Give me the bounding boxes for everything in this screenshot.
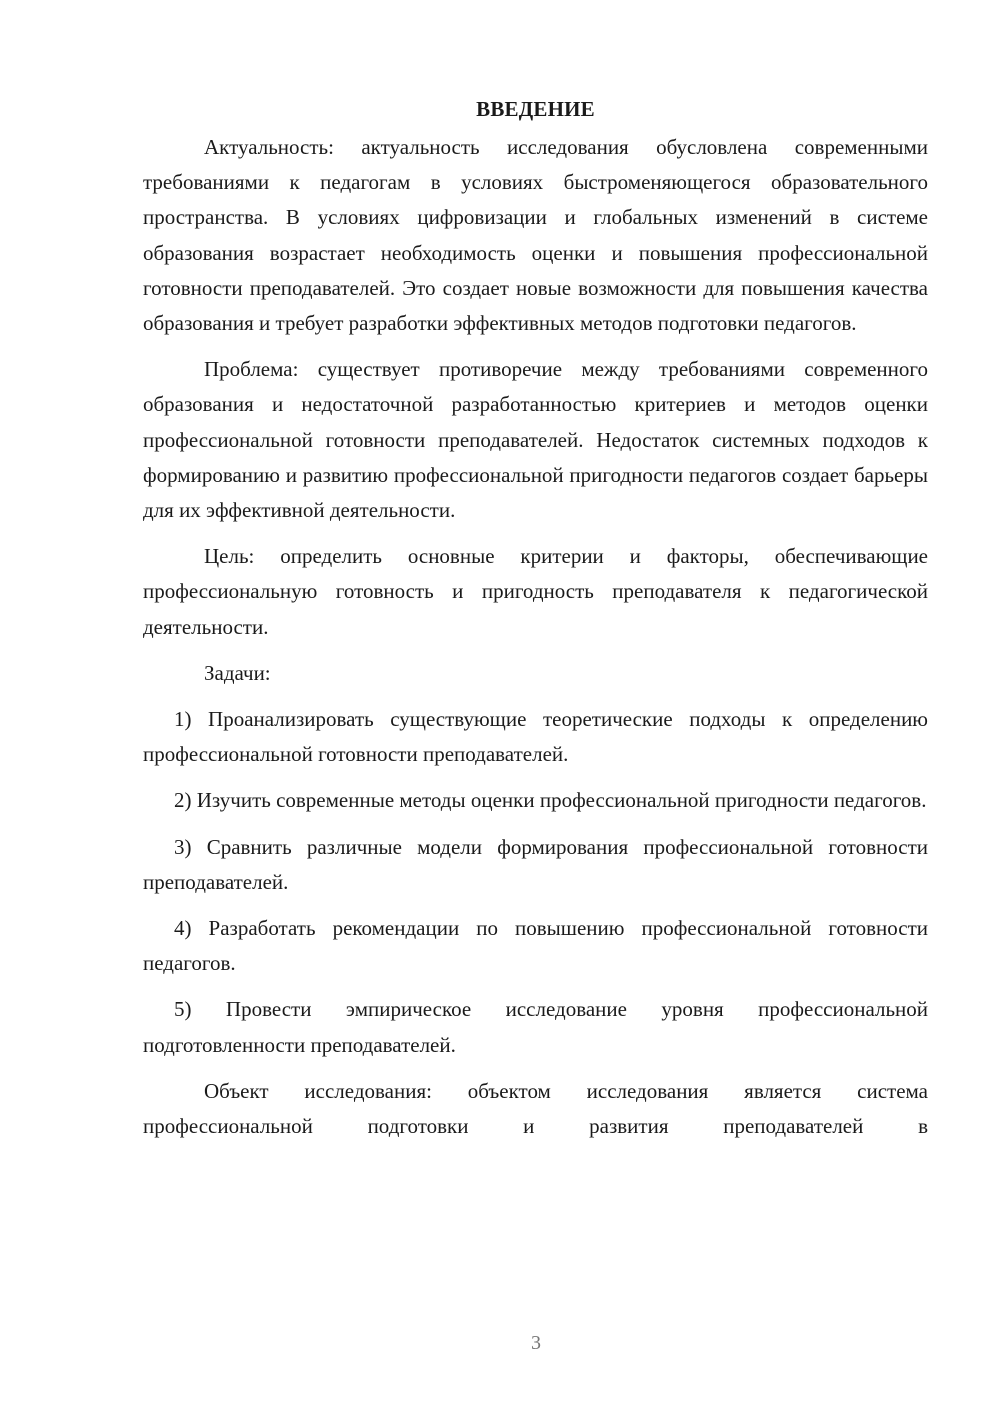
problem-paragraph: Проблема: существует противоречие между требованиями современного образования и недостаточной разработанностью критериев и методов оценки профессиональной готовности преподавателей. Недостаток системных подходов к формированию и развитию профессиональной пригодности педагогов создает барьеры для их эффективной деятельности.	[143, 357, 928, 523]
goal-paragraph: Цель: определить основные критерии и факторы, обеспечивающие профессиональную готовность и пригодность преподавателя к педагогической деятельности.	[143, 544, 928, 639]
relevance-paragraph: Актуальность: актуальность исследования обусловлена современными требованиями к педагогам в условиях быстроменяющегося образовательного пространства. В условиях цифровизации и глобальных изменений в системе образования возрастает необходимость оценки и повышения профессиональной готовности преподавателей. Это создает новые возможности для повышения качества образования и требует разработки эффективных методов подготовки педагогов.	[143, 135, 928, 336]
task-item-5: 5) Провести эмпирическое исследование уровня профессиональной подготовленности преподавателей.	[143, 997, 928, 1057]
page-number: 3	[531, 1332, 541, 1354]
object-paragraph: Объект исследования: объектом исследования является система профессиональной подготовки и развития преподавателей в	[143, 1078, 928, 1139]
section-title: ВВЕДЕНИЕ	[476, 97, 595, 121]
task-item-2: 2) Изучить современные методы оценки профессиональной пригодности педагогов.	[174, 788, 927, 813]
page-content	[143, 92, 928, 1155]
task-item-3: 3) Сравнить различные модели формирования профессиональной готовности преподавателей.	[143, 834, 928, 894]
task-item-4: 4) Разработать рекомендации по повышению профессиональной готовности педагогов.	[143, 916, 928, 976]
tasks-heading: Задачи:	[204, 660, 271, 685]
task-item-1: 1) Проанализировать существующие теоретические подходы к определению профессиональной готовности преподавателей.	[143, 707, 928, 767]
